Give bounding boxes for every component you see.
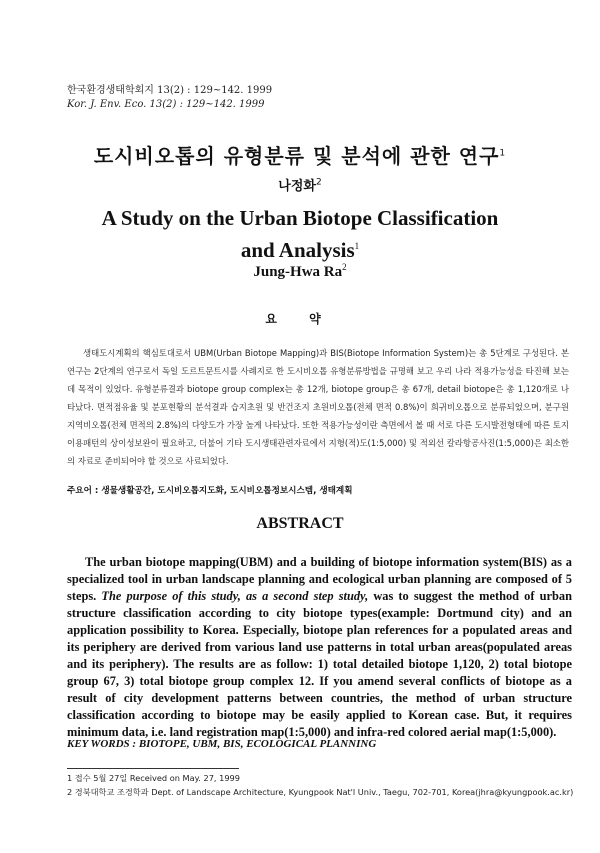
title-english-line2-wrap [0, 232, 600, 264]
abstract-english-part3: was to suggest the method of urban structure classification according to city biotope types(example: Dortmund city) and an application possibility to Korea. Especially, biotope plan references for a populated areas and its periphery are derived from various land use patterns in total urban areas(populated areas and its periphery). The results are as follow: 1) total detailed biotope 1,120, 2) total biotope group 67, 3) total biotope group complex 12. If you amend several conflicts of biotope as a result of city development patterns between countries, the method of urban structure classification according to biotope may be easily applied to Korean case. But, it requires minimum data, i.e. land registration map(1:5,000) and infra-red colored aerial map(1:5,000). [67, 589, 572, 739]
abstract-english [67, 554, 572, 741]
author-korean-footnote-mark: 2 [315, 177, 322, 188]
author-english-name: Jung-Hwa Ra [253, 264, 343, 280]
title-english [0, 204, 600, 264]
abstract-korean-text: 생태도시계획의 핵심토대로서 UBM(Urban Biotope Mapping)과 BIS(Biotope Information System)는 총 5단계로 구성된다. 본 연구는 2단계의 연구로서 독일 도르트문트시를 사례지로 한 도시비오톱 유형분류방법을 규명해 보고 우리 나라 적용가능성을 타진해 보는 데 목적이 있었다. 유형분류결과 biotope group complex는 총 12개, biotope group은 총 67개, detail biotope은 총 1,120개로 나타났다. 면적점유율 및 분포현황의 분석결과 습지초원 및 반건조지 초원비오톱(전체 면적 0.8%)이 희귀비오톱으로 분류되었으며, 분구원지역비오톱(전체 면적의 2.8%)의 다양도가 가장 높게 나타났다. 또한 적용가능성이란 측면에서 볼 때 서로 다른 도시발전형태에 따른 토지이용패턴의 상이성보완이 필요하고, 더불어 기타 도시생태관련자료에서 지형(적)도(1:5,000) 및 적외선 칼라항공사진(1:5,000)은 최소한의 자료로 준비되어야 할 것으로 사료되었다. [67, 348, 569, 466]
abstract-heading: ABSTRACT [256, 515, 344, 532]
abstract-english-purpose-italic: The purpose of this study, as a second step study, [101, 589, 369, 603]
title-english-line1: A Study on the Urban Biotope Classification [101, 206, 499, 230]
title-english-footnote-mark: 1 [354, 241, 360, 251]
title-korean-footnote-mark: 1 [499, 148, 507, 159]
author-english [0, 262, 600, 281]
footnote-received: 1 접수 5월 27일 Received on May. 27, 1999 [67, 773, 240, 783]
keywords-english: KEY WORDS : BIOTOPE, UBM, BIS, ECOLOGICAL PLANNING [67, 738, 377, 750]
title-english-line2: and Analysis [240, 238, 355, 262]
author-english-footnote-mark: 2 [342, 262, 347, 272]
abstract-english-paragraph [67, 554, 572, 741]
keywords-korean: 주요어 : 생물생활공간, 도시비오톱지도화, 도시비오톱정보시스템, 생태계획 [67, 486, 353, 496]
author-korean-name: 나정화 [278, 179, 316, 194]
footnote-affiliation: 2 경북대학교 조경학과 Dept. of Landscape Architecture, Kyungpook Nat'l Univ., Taegu, 702-701, Korea(jhra@kyungpook.ac.kr) [67, 786, 574, 797]
footnotes [67, 772, 579, 799]
footnote-divider [67, 768, 239, 769]
journal-citation-en: Kor. J. Env. Eco. 13(2) : 129~142. 1999 [67, 99, 265, 110]
title-korean [0, 140, 600, 169]
abstract-korean [67, 344, 569, 470]
author-korean [0, 175, 600, 194]
journal-citation [67, 84, 272, 112]
journal-citation-ko: 한국환경생태학회지 13(2) : 129~142. 1999 [67, 85, 273, 96]
summary-heading: 요 약 [265, 312, 335, 326]
abstract-english-part1: The urban biotope mapping(UBM) and a building of biotope information system(BIS) as a specialized tool in urban landscape planning and ecological urban planning are composed of 5 steps. [67, 555, 572, 603]
title-korean-text: 도시비오톱의 유형분류 및 분석에 관한 연구 [93, 144, 500, 168]
